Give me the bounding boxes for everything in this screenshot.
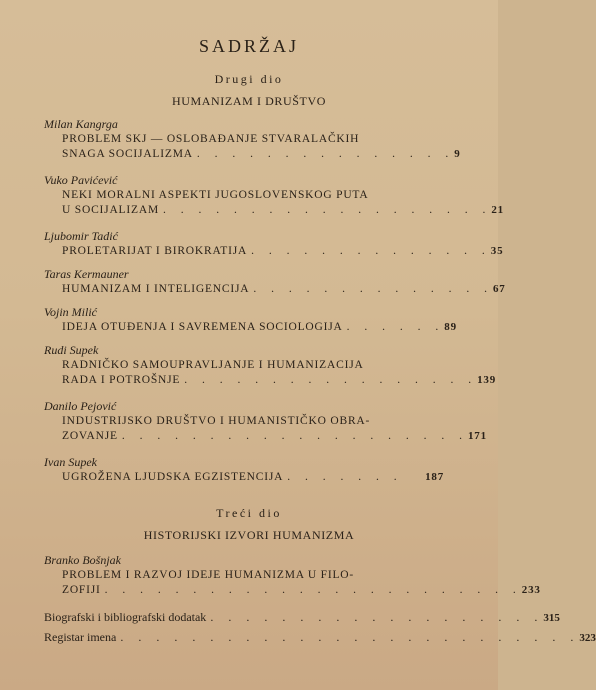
part-label: Drugi dio (214, 72, 284, 86)
section-title: HUMANIZAM I DRUŠTVO (171, 94, 327, 108)
dot-leader: . . . . . . . . . . . . . . . (196, 148, 455, 160)
article-line: RADNIČKO SAMOUPRAVLJANJE I HUMANIZACIJA (62, 359, 364, 371)
page-number: 67 (493, 283, 506, 295)
author-name: Vuko Pavićević (44, 173, 118, 187)
article-line: RADA I POTROŠNJE (62, 374, 181, 386)
article-line: INDUSTRIJSKO DRUŠTVO I HUMANISTIČKO OBRA- (62, 415, 371, 427)
page-title: SADRŽAJ (198, 36, 299, 56)
article-title (62, 414, 487, 444)
toc-entry (44, 454, 444, 485)
page-number: 187 (425, 471, 444, 483)
article-line: U SOCIJALIZAM (62, 204, 159, 216)
page-number: 21 (491, 204, 504, 216)
article-title (62, 320, 457, 335)
toc-entry (44, 342, 497, 388)
author-name: Milan Kangrga (44, 117, 118, 131)
dot-leader: . . . . . . . . . . . . . . . . . . . (210, 610, 544, 624)
toc-footer-entry (44, 630, 596, 645)
footer-label: Registar imena (44, 630, 117, 644)
page-number: 233 (521, 584, 541, 596)
toc-entry (44, 172, 504, 218)
article-line: IDEJA OTUĐENJA I SAVREMENA SOCIOLOGIJA (62, 321, 343, 333)
toc-entry (44, 304, 457, 335)
article-title (62, 244, 504, 259)
author-name: Danilo Pejović (44, 399, 117, 413)
page-number: 323 (579, 632, 596, 644)
article-line: PROLETARIJAT I BIROKRATIJA (62, 245, 248, 257)
dot-leader: . . . . . . . . . . . . . . . . . . . . . . . . (104, 584, 522, 596)
part-label: Treći dio (216, 506, 282, 520)
author-name: Branko Bošnjak (44, 553, 121, 567)
article-line: PROBLEM SKJ — OSLOBAĐANJE STVARALAČKIH (62, 133, 360, 145)
page-number: 89 (444, 321, 457, 333)
toc-entry (44, 398, 487, 444)
dot-leader: . . . . . . . . . . . . . . . . . . . . (121, 430, 468, 442)
page-number: 9 (454, 148, 461, 160)
article-title (62, 358, 497, 388)
toc-entry (44, 266, 506, 297)
dot-leader: . . . . . . . . . . . . . . . . . (184, 374, 478, 386)
toc-entry (44, 552, 541, 598)
footer-label: Biografski i bibliografski dodatak (44, 610, 207, 624)
dot-leader: . . . . . . . . . . . . . . . . . . . (162, 204, 492, 216)
article-line: NEKI MORALNI ASPEKTI JUGOSLOVENSKOG PUTA (62, 189, 369, 201)
dot-leader: . . . . . . . . . . . . . . . . . . . . . . . . . . (120, 630, 580, 644)
article-title (62, 568, 541, 598)
page-number: 139 (477, 374, 497, 386)
article-line: SNAGA SOCIJALIZMA (62, 148, 193, 160)
author-name: Ivan Supek (44, 455, 97, 469)
page-number: 171 (468, 430, 487, 442)
dot-leader: . . . . . . . . . . . . . . (253, 283, 493, 295)
article-line: ZOVANJE (62, 430, 118, 442)
author-name: Rudi Supek (44, 343, 99, 357)
dot-leader: . . . . . . . . . . . . . . (251, 245, 491, 257)
dot-leader: . . . . . . . (287, 471, 403, 483)
toc-footer-entry (44, 610, 560, 625)
article-line: ZOFIJI (62, 584, 101, 596)
page-number: 35 (490, 245, 504, 257)
author-name: Ljubomir Tadić (44, 229, 118, 243)
article-title (62, 470, 444, 485)
article-line: PROBLEM I RAZVOJ IDEJE HUMANIZMA U FILO- (62, 569, 355, 581)
author-name: Taras Kermauner (44, 267, 129, 281)
article-title (62, 282, 506, 297)
article-line: HUMANIZAM I INTELIGENCIJA (62, 283, 250, 295)
dot-leader: . . . . . . (346, 321, 445, 333)
author-name: Vojin Milić (44, 305, 97, 319)
article-title (62, 132, 461, 162)
article-title (62, 188, 504, 218)
toc-entry (44, 228, 504, 259)
section-title: HISTORIJSKI IZVORI HUMANIZMA (143, 528, 355, 542)
toc-entry (44, 116, 461, 162)
page-number: 315 (543, 612, 560, 624)
article-line: UGROŽENA LJUDSKA EGZISTENCIJA (62, 471, 284, 483)
